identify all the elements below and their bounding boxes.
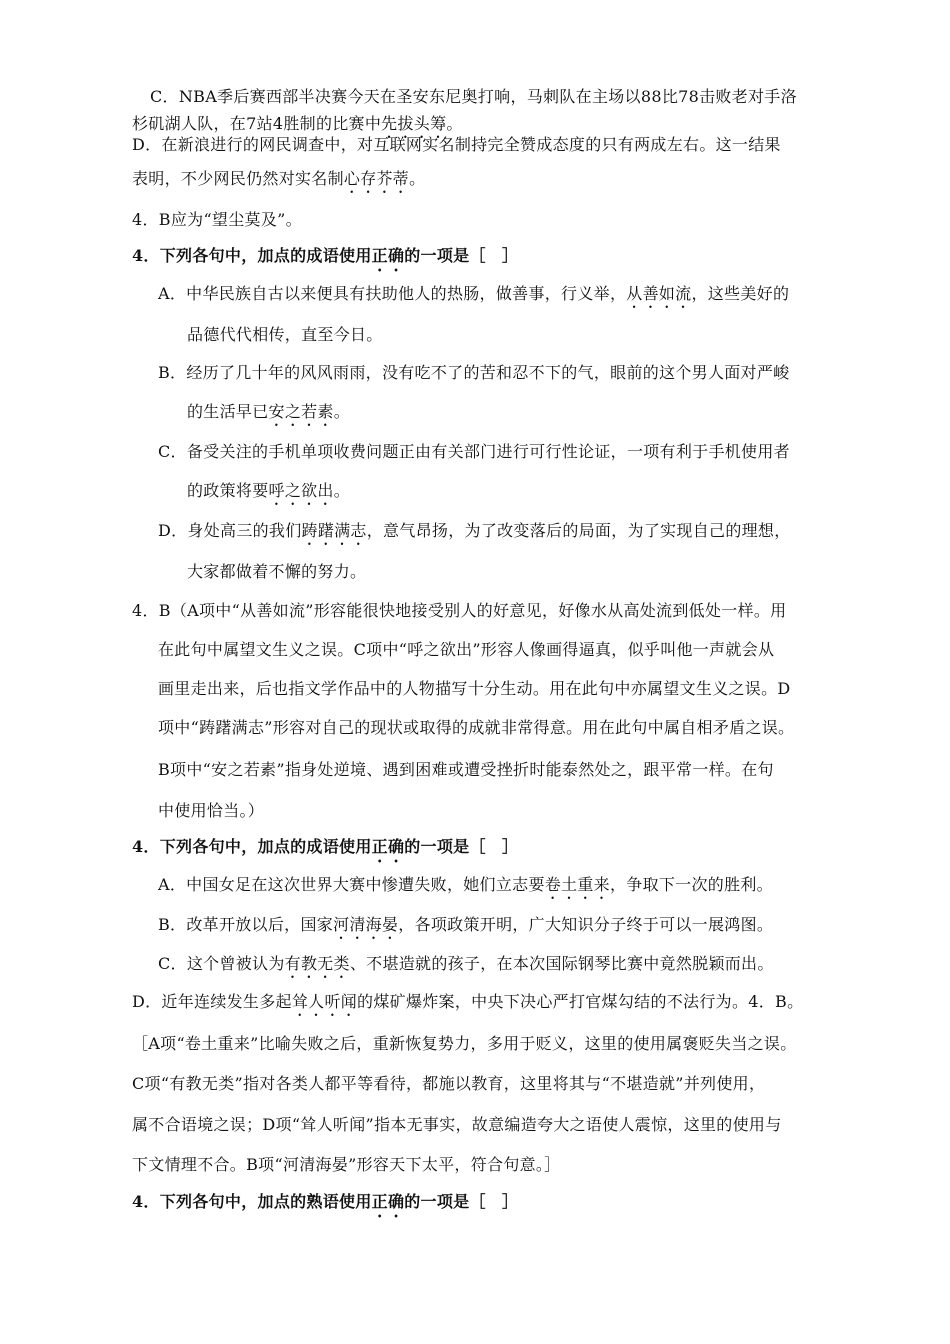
emphasized-idiom: 正确 [371, 246, 405, 265]
text-segment: 的一项是［ ］ [404, 246, 519, 265]
option-d [132, 989, 803, 1020]
text-segment: ，争取下一次的胜利。 [609, 875, 773, 894]
text-segment: 在此句中属望文生义之误。C项中“呼之欲出”形容人像画得逼真，似乎叫他一声就会从 [158, 640, 775, 659]
text-segment: 品德代代相传，直至今日。 [187, 325, 383, 344]
emphasized-idiom: 呼之欲出 [268, 481, 334, 500]
text-segment: B．经历了几十年的风风雨雨，没有吃不了的苦和忍不下的气，眼前的这个男人面对严峻 [158, 363, 790, 382]
emphasized-idiom: 先拔头筹 [381, 114, 447, 133]
emphasized-idiom: 卷土重来 [544, 875, 610, 894]
text-segment: ［A项“卷土重来”比喻失败之后，重新恢复势力，多用于贬义，这里的使用属褒贬失当之误。 [132, 1034, 797, 1053]
answer-explanation-cont [158, 637, 774, 660]
text-segment: 的一项是［ ］ [404, 1192, 519, 1211]
option-b [158, 360, 789, 383]
text-segment: 画里走出来，后也指文学作品中的人物描写十分生动。用在此句中亦属望文生义之误。D [158, 679, 791, 698]
question-heading [132, 243, 518, 275]
emphasized-idiom: 正确 [371, 1192, 405, 1211]
line-3 [132, 132, 781, 155]
text-segment: 中使用恰当。） [158, 801, 265, 820]
text-segment: 4．B应为“望尘莫及”。 [132, 210, 302, 229]
line-4 [132, 166, 425, 197]
question-heading [132, 834, 518, 866]
text-segment: 。 [446, 114, 463, 133]
text-segment: 项中“踌躇满志”形容对自己的现状或取得的成就非常得意。用在此句中属自相矛盾之误。 [158, 718, 795, 737]
text-segment: 4．下列各句中，加点的成语使用 [132, 837, 372, 856]
answer-explanation-cont [158, 715, 794, 738]
answer-explanation-cont [158, 798, 264, 821]
emphasized-idiom: 从善如流 [626, 284, 692, 303]
option-c-cont [187, 478, 350, 509]
emphasized-idiom: 河清海晏 [333, 915, 399, 934]
text-segment: B．改革开放以后，国家 [158, 915, 334, 934]
answer-explanation-cont [132, 1152, 561, 1175]
text-segment: 属不合语境之误；D项“耸人听闻”指本无事实，故意编造夸大之语使人震惊，这里的使用与 [132, 1115, 782, 1134]
text-segment: 大家都做着不懈的努力。 [187, 562, 367, 581]
text-segment: 4．下列各句中，加点的成语使用 [132, 246, 372, 265]
text-segment: C项“有教无类”指对各类人都平等看待，都施以教育，这里将其与“不堪造就”并列使用， [132, 1074, 766, 1093]
emphasized-idiom: 耸人听闻 [291, 992, 358, 1011]
answer-explanation [132, 1031, 797, 1054]
question-heading [132, 1189, 518, 1221]
text-segment: 。 [333, 481, 351, 500]
text-segment: 4．B（A项中“从善如流”形容能很快地接受别人的好意见，好像水从高处流到低处一样。用 [132, 601, 787, 620]
option-b [158, 912, 773, 943]
option-a [158, 872, 773, 903]
text-segment: A．中国女足在这次世界大赛中惨遭失败，她们立志要 [158, 875, 545, 894]
text-segment: 杉矶湖人队，在7站4胜制的比赛中 [132, 114, 382, 133]
line-5 [132, 207, 302, 230]
answer-explanation-cont [158, 676, 791, 699]
emphasized-idiom: 安之若素 [268, 402, 334, 421]
text-segment: C．备受关注的手机单项收费问题正由有关部门进行可行性论证，一项有利于手机使用者 [158, 442, 790, 461]
text-segment: ，意气昂扬，为了改变落后的局面，为了实现自己的理想， [366, 521, 791, 540]
text-segment: A．中华民族自古以来便具有扶助他人的热肠，做善事，行义举， [158, 284, 627, 303]
emphasized-idiom: 有教无类 [284, 954, 350, 973]
text-segment: 。 [333, 402, 351, 421]
text-segment: 的政策将要 [187, 481, 269, 500]
text-segment: D．在新浪进行的网民调查中，对互联网实名制持完全赞成态度的只有两成左右。这一结果 [132, 135, 781, 154]
emphasized-idiom: 踌躇满志 [301, 521, 367, 540]
text-segment: ，这些美好的 [691, 284, 790, 303]
answer-explanation-cont [132, 1071, 765, 1094]
option-b-cont [187, 399, 350, 430]
text-segment: 4．下列各句中，加点的熟语使用 [132, 1192, 372, 1211]
answer-explanation-cont [158, 757, 774, 780]
option-c [158, 439, 790, 462]
text-segment: 。 [409, 169, 426, 188]
emphasized-idiom: 正确 [371, 837, 405, 856]
text-segment: 的煤矿爆炸案，中央下决心严打官煤勾结的不法行为。4．B。 [357, 992, 804, 1011]
answer-explanation-cont [132, 1112, 782, 1135]
text-segment: 、不堪造就的孩子，在本次国际钢琴比赛中竟然脱颖而出。 [349, 954, 774, 973]
option-d-cont [187, 559, 366, 582]
text-segment: D．近年连续发生多起 [132, 992, 292, 1011]
text-segment: 下文情理不合。B项“河清海晏”形容天下太平，符合句意。］ [132, 1155, 561, 1174]
text-segment: C．NBA季后赛西部半决赛今天在圣安东尼奥打响，马刺队在主场以88比78击败老对手洛 [150, 87, 797, 106]
line-1 [150, 84, 797, 107]
text-segment: 的一项是［ ］ [404, 837, 519, 856]
text-segment: ，各项政策开明，广大知识分子终于可以一展鸿图。 [398, 915, 774, 934]
option-a [158, 281, 789, 312]
text-segment: 表明，不少网民仍然对实名制 [132, 169, 344, 188]
option-d [158, 518, 791, 549]
emphasized-idiom: 心存芥蒂 [343, 169, 410, 188]
text-segment: C．这个曾被认为 [158, 954, 285, 973]
option-c [158, 951, 774, 982]
text-segment: 的生活早已 [187, 402, 269, 421]
text-segment: B项中“安之若素”指身处逆境、遇到困难或遭受挫折时能泰然处之，跟平常一样。在句 [158, 760, 774, 779]
text-segment: D．身处高三的我们 [158, 521, 302, 540]
option-a-cont [187, 322, 383, 345]
answer-explanation [132, 598, 786, 621]
